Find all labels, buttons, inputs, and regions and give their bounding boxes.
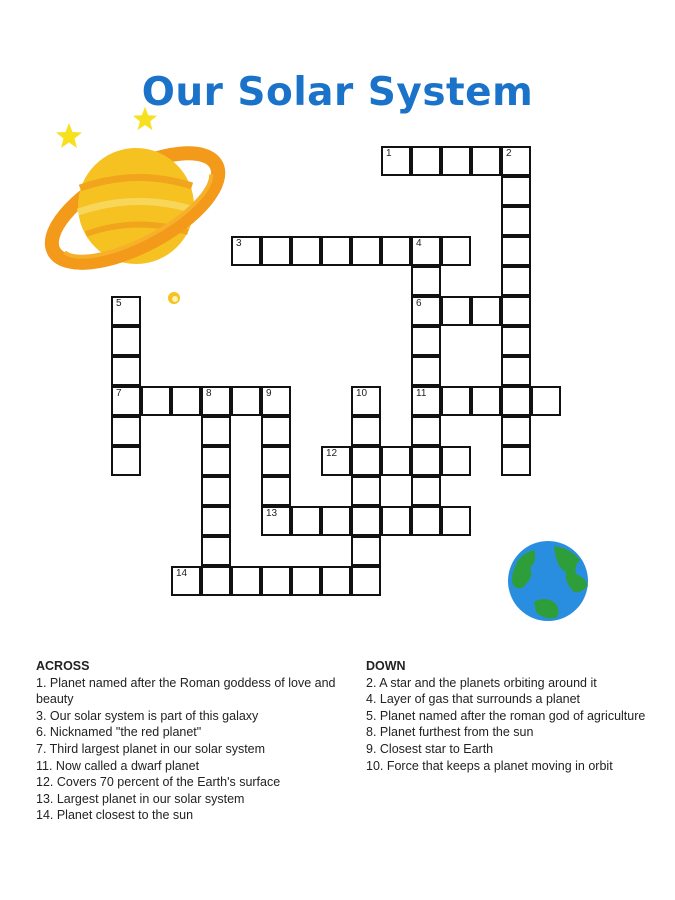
crossword-cell[interactable]	[201, 476, 231, 506]
crossword-cell[interactable]	[141, 386, 171, 416]
crossword-cell[interactable]	[111, 326, 141, 356]
clue-number: 14	[176, 568, 188, 579]
crossword-cell[interactable]	[411, 386, 441, 416]
crossword-cell[interactable]	[381, 236, 411, 266]
crossword-cell[interactable]	[351, 446, 381, 476]
crossword-cell[interactable]	[111, 296, 141, 326]
crossword-cell[interactable]	[351, 506, 381, 536]
crossword-cell[interactable]	[261, 506, 291, 536]
crossword-cell[interactable]	[351, 236, 381, 266]
crossword-cell[interactable]	[201, 536, 231, 566]
crossword-cell[interactable]	[471, 296, 501, 326]
crossword-cell[interactable]	[171, 386, 201, 416]
crossword-cell[interactable]	[441, 506, 471, 536]
crossword-cell[interactable]	[501, 266, 531, 296]
crossword-cell[interactable]	[411, 446, 441, 476]
clue-number: 11	[416, 388, 427, 399]
crossword-cell[interactable]	[501, 416, 531, 446]
crossword-cell[interactable]	[471, 386, 501, 416]
clue-number: 9	[266, 388, 272, 399]
crossword-cell[interactable]	[411, 266, 441, 296]
across-clue: 13. Largest planet in our solar system	[36, 791, 245, 806]
crossword-cell[interactable]	[291, 566, 321, 596]
clue-number: 7	[116, 388, 122, 399]
crossword-cell[interactable]	[291, 236, 321, 266]
across-heading: ACROSS	[36, 659, 90, 673]
clue-number: 3	[236, 238, 242, 249]
crossword-cell[interactable]	[381, 506, 411, 536]
clue-number: 10	[356, 388, 368, 399]
crossword-cell[interactable]	[261, 416, 291, 446]
crossword-cell[interactable]	[111, 446, 141, 476]
down-clue: 8. Planet furthest from the sun	[366, 725, 534, 740]
crossword-cell[interactable]	[411, 296, 441, 326]
down-clue: 5. Planet named after the roman god of agriculture	[366, 708, 646, 723]
crossword-cell[interactable]	[231, 566, 261, 596]
crossword-cell[interactable]	[471, 146, 501, 176]
across-clues	[36, 658, 346, 824]
crossword-cell[interactable]	[501, 446, 531, 476]
crossword-cell[interactable]	[321, 506, 351, 536]
crossword-cell[interactable]	[201, 506, 231, 536]
crossword-cell[interactable]	[111, 356, 141, 386]
crossword-cell[interactable]	[351, 536, 381, 566]
crossword-cell[interactable]	[351, 416, 381, 446]
across-clue: 14. Planet closest to the sun	[36, 808, 194, 823]
crossword-cell[interactable]	[411, 236, 441, 266]
across-clue: 12. Covers 70 percent of the Earth's surface	[36, 775, 281, 790]
crossword-cell[interactable]	[231, 386, 261, 416]
crossword-cell[interactable]	[261, 566, 291, 596]
crossword-cell[interactable]	[411, 146, 441, 176]
clue-number: 5	[116, 298, 122, 309]
crossword-cell[interactable]	[321, 236, 351, 266]
clue-number: 8	[206, 388, 212, 399]
crossword-cell[interactable]	[411, 476, 441, 506]
crossword-cell[interactable]	[201, 566, 231, 596]
crossword-cell[interactable]	[501, 326, 531, 356]
clue-number: 2	[506, 148, 512, 159]
crossword-cell[interactable]	[111, 416, 141, 446]
across-clue: 7. Third largest planet in our solar system	[36, 741, 266, 756]
down-clue: 9. Closest star to Earth	[366, 741, 494, 756]
crossword-cell[interactable]	[261, 476, 291, 506]
crossword-cell[interactable]	[441, 446, 471, 476]
crossword-cell[interactable]	[321, 566, 351, 596]
down-clue: 4. Layer of gas that surrounds a planet	[366, 692, 581, 707]
crossword-cell[interactable]	[201, 416, 231, 446]
crossword-cell[interactable]	[501, 206, 531, 236]
across-clue: 1. Planet named after the Roman goddess of love and beauty	[36, 675, 336, 707]
down-clues	[366, 658, 666, 774]
crossword-cell[interactable]	[441, 296, 471, 326]
crossword-cell[interactable]	[501, 296, 531, 326]
crossword-cell[interactable]	[381, 146, 411, 176]
down-clue: 10. Force that keeps a planet moving in orbit	[366, 758, 613, 773]
across-clue: 6. Nicknamed "the red planet"	[36, 725, 202, 740]
across-clue: 11. Now called a dwarf planet	[36, 758, 200, 773]
down-clue: 2. A star and the planets orbiting around it	[366, 675, 597, 690]
crossword-cell[interactable]	[411, 416, 441, 446]
crossword-cell[interactable]	[201, 446, 231, 476]
crossword-cell[interactable]	[411, 506, 441, 536]
crossword-cell[interactable]	[261, 386, 291, 416]
across-clue: 3. Our solar system is part of this galaxy	[36, 708, 259, 723]
crossword-cell[interactable]	[441, 386, 471, 416]
crossword-cell[interactable]	[441, 146, 471, 176]
down-heading: DOWN	[366, 659, 406, 673]
crossword-cell[interactable]	[501, 236, 531, 266]
clue-number: 1	[386, 148, 392, 159]
crossword-cell[interactable]	[441, 236, 471, 266]
clue-number: 4	[416, 238, 422, 249]
crossword-cell[interactable]	[501, 176, 531, 206]
crossword-cell[interactable]	[351, 566, 381, 596]
crossword-cell[interactable]	[171, 566, 201, 596]
crossword-cell[interactable]	[261, 236, 291, 266]
crossword-cell[interactable]	[111, 386, 141, 416]
crossword-cell[interactable]	[201, 386, 231, 416]
crossword-cell[interactable]	[351, 476, 381, 506]
crossword-cell[interactable]	[231, 236, 261, 266]
crossword-cell[interactable]	[261, 446, 291, 476]
crossword-cell[interactable]	[291, 506, 321, 536]
crossword-cell[interactable]	[321, 446, 351, 476]
crossword-cell[interactable]	[531, 386, 561, 416]
crossword-cell[interactable]	[411, 356, 441, 386]
page-title: Our Solar System	[141, 70, 534, 115]
crossword-cell[interactable]	[501, 146, 531, 176]
clue-number: 13	[266, 508, 278, 519]
clue-number: 6	[416, 298, 422, 309]
crossword-cell[interactable]	[351, 386, 381, 416]
crossword-cell[interactable]	[501, 386, 531, 416]
clue-number: 12	[326, 448, 338, 459]
crossword-cell[interactable]	[501, 356, 531, 386]
crossword-cell[interactable]	[381, 446, 411, 476]
crossword-cell[interactable]	[411, 326, 441, 356]
